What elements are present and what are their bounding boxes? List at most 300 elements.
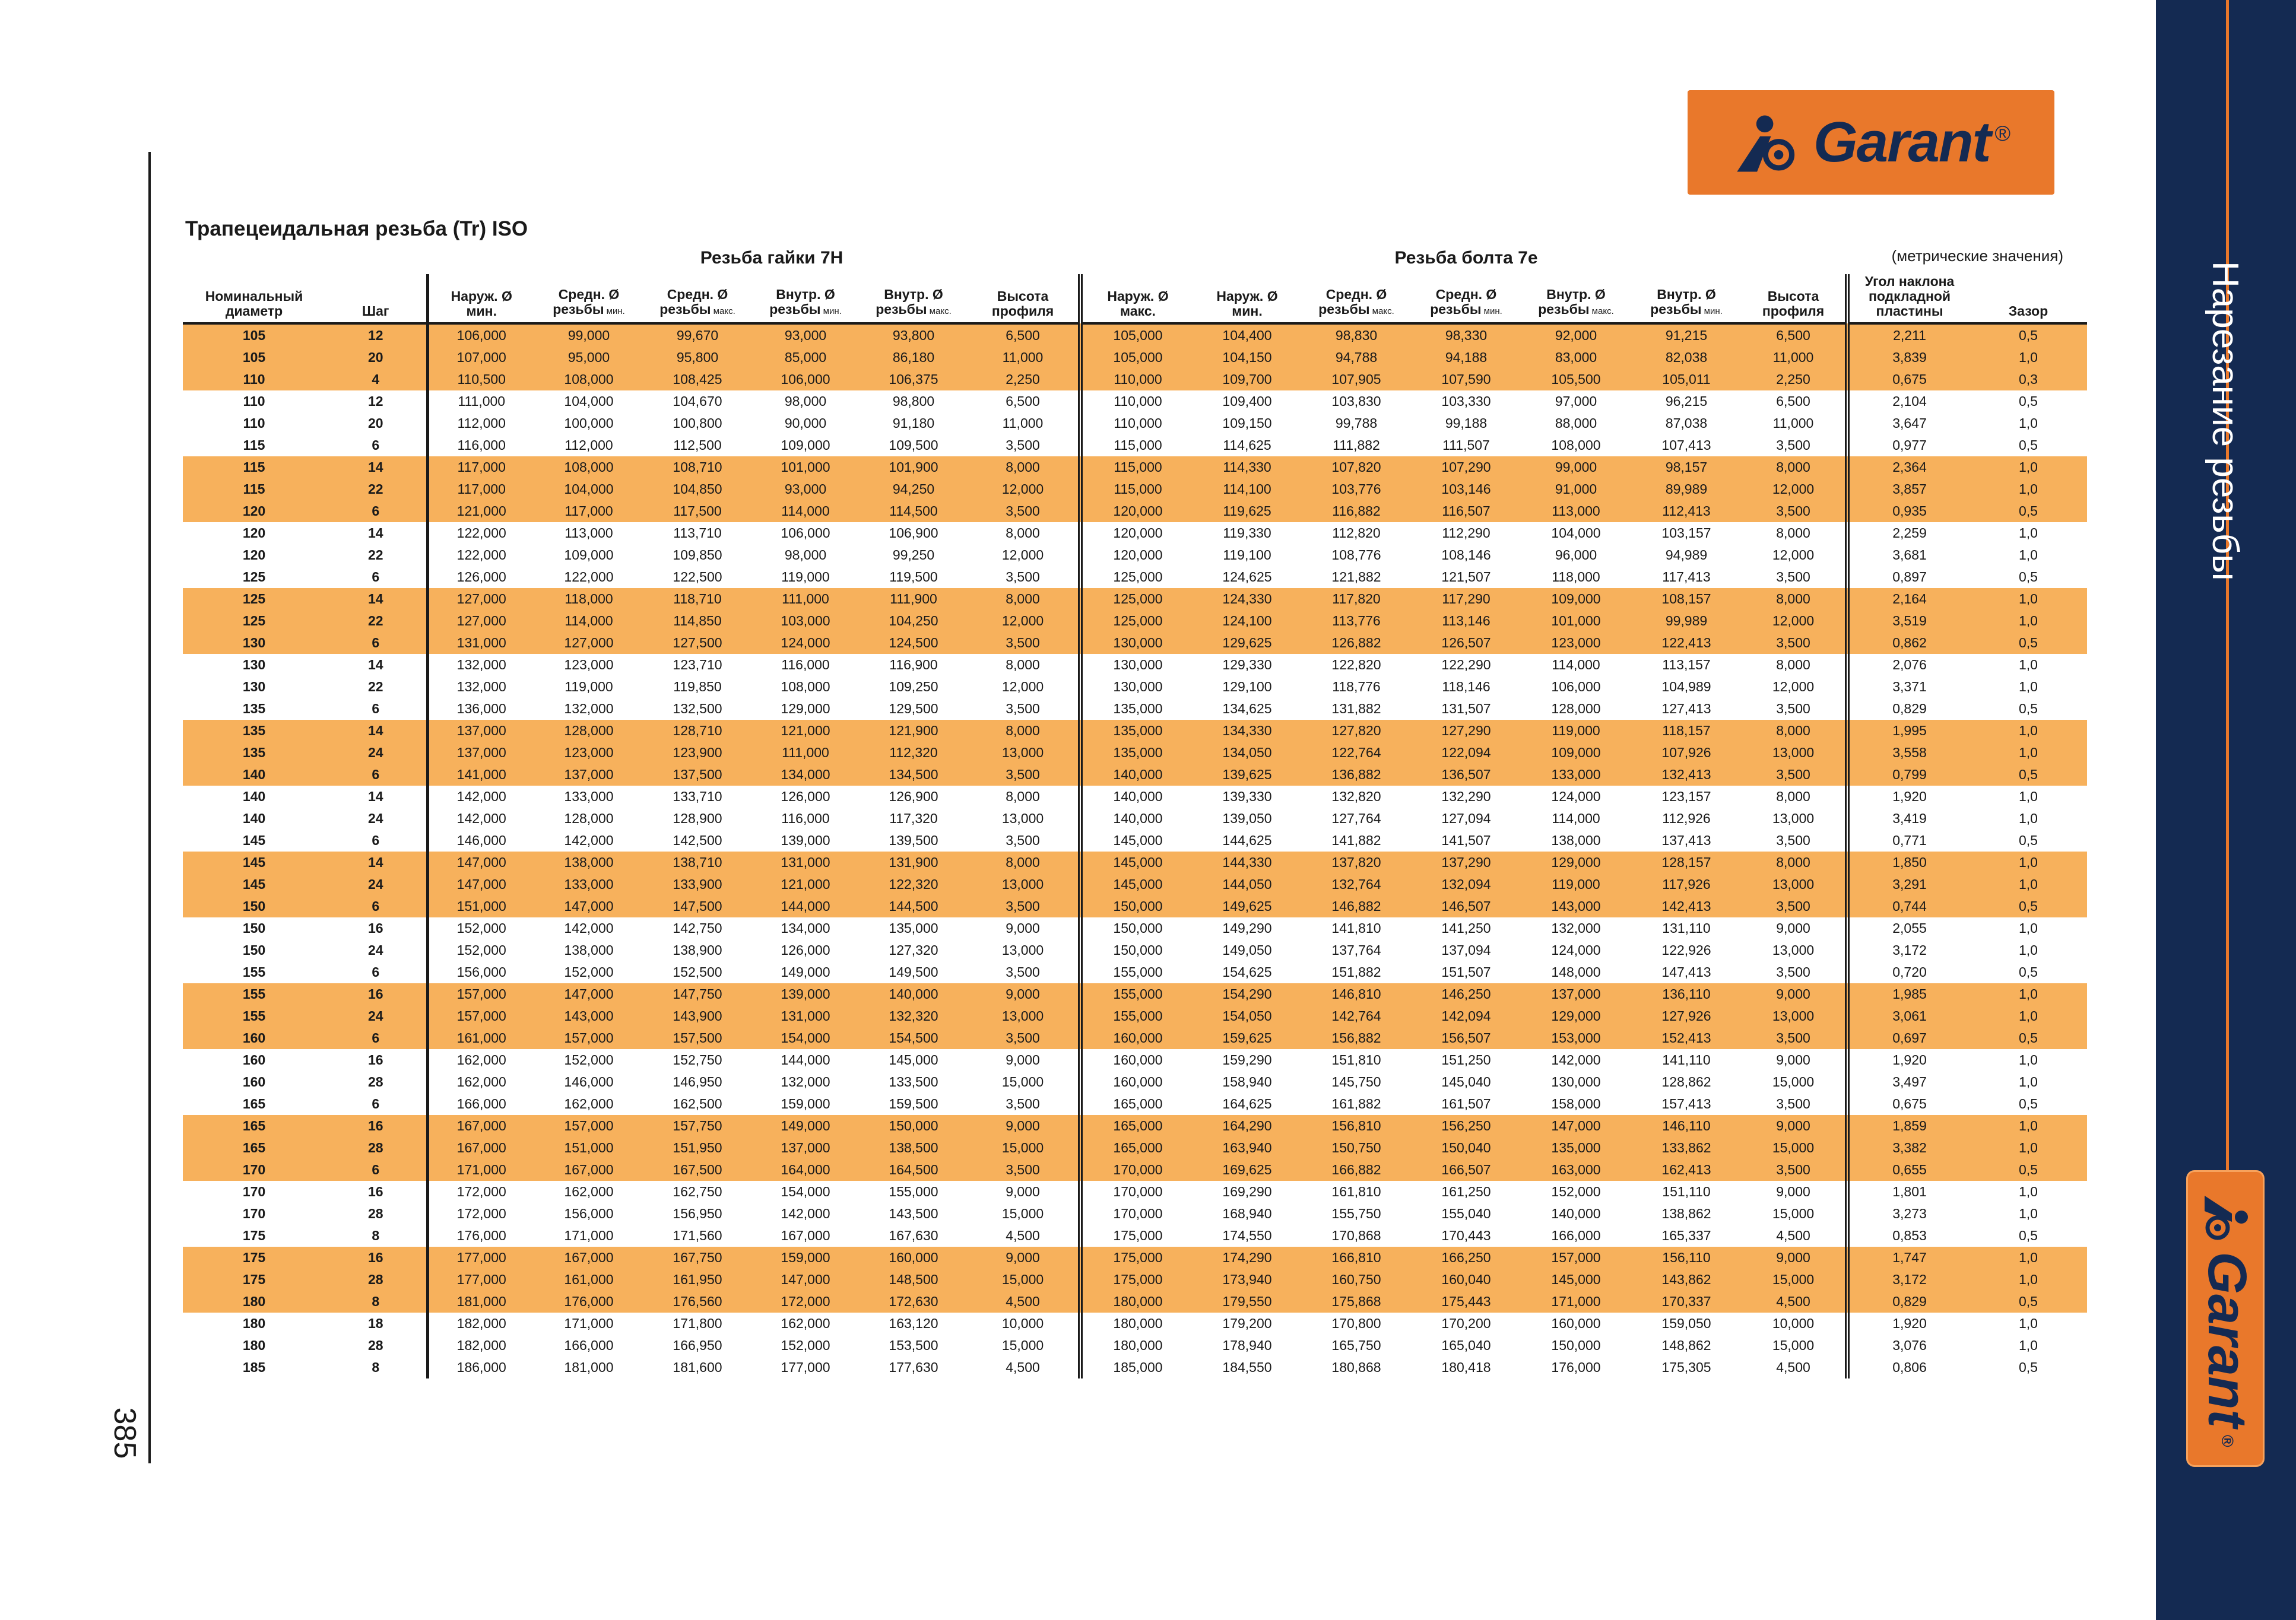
table-cell: 105 bbox=[183, 323, 325, 347]
table-cell: 1,985 bbox=[1847, 983, 1970, 1005]
table-cell: 1,0 bbox=[2019, 525, 2038, 541]
table-cell: 0,862 bbox=[1847, 632, 1970, 654]
table-cell: 150,000 bbox=[1080, 917, 1193, 939]
table-cell: 114,000 bbox=[1552, 811, 1600, 826]
table-cell: 105,011 bbox=[1631, 369, 1742, 390]
table-cell: 165,000 bbox=[1080, 1093, 1193, 1115]
table-cell: 115 bbox=[183, 456, 325, 478]
table-cell: 128,862 bbox=[1661, 1074, 1711, 1089]
table-cell: 137,500 bbox=[643, 764, 751, 786]
table-cell: 0,853 bbox=[1847, 1225, 1970, 1247]
table-cell: 1,0 bbox=[2019, 1184, 2038, 1199]
table-cell: 107,926 bbox=[1631, 742, 1742, 764]
table-cell: 161,000 bbox=[534, 1269, 643, 1291]
table-cell: 162,000 bbox=[781, 1316, 830, 1331]
table-row bbox=[183, 456, 2087, 478]
table-row bbox=[183, 1247, 2087, 1269]
table-cell: 175,443 bbox=[1412, 1291, 1521, 1313]
table-cell: 117,320 bbox=[889, 811, 938, 826]
table-cell: 118,157 bbox=[1631, 720, 1742, 742]
table-cell: 129,000 bbox=[1521, 1005, 1631, 1027]
table-cell: 145,000 bbox=[1080, 830, 1193, 852]
table-cell: 1,0 bbox=[2019, 1052, 2038, 1068]
table-cell: 139,330 bbox=[1222, 789, 1272, 804]
table-cell: 184,550 bbox=[1222, 1359, 1272, 1375]
table-cell: 90,000 bbox=[784, 415, 827, 431]
sidebar-logo-text: Garant bbox=[2197, 1251, 2258, 1428]
table-cell: 6,500 bbox=[968, 323, 1080, 347]
table-cell: 129,330 bbox=[1222, 657, 1272, 672]
table-cell: 93,000 bbox=[751, 478, 860, 500]
table-cell: 167,000 bbox=[534, 1247, 643, 1269]
table-cell: 155 bbox=[242, 964, 266, 980]
table-cell: 3,681 bbox=[1847, 544, 1970, 566]
table-row bbox=[183, 412, 2087, 434]
table-cell: 152,000 bbox=[427, 917, 534, 939]
table-cell: 120,000 bbox=[1080, 544, 1193, 566]
table-cell: 1,0 bbox=[2019, 811, 2038, 826]
table-cell: 164,000 bbox=[751, 1159, 860, 1181]
table-cell: 94,989 bbox=[1665, 547, 1708, 563]
table-cell: 143,000 bbox=[534, 1005, 643, 1027]
table-cell: 12,000 bbox=[1742, 478, 1847, 500]
logo-text: Garant bbox=[1813, 110, 1990, 174]
table-cell: 3,291 bbox=[1847, 873, 1970, 895]
table-row bbox=[183, 588, 2087, 610]
column-header-line: Средн. Ø bbox=[1325, 287, 1387, 302]
table-cell: 137,094 bbox=[1441, 942, 1491, 958]
table-cell: 108,000 bbox=[534, 369, 643, 390]
table-cell: 123,157 bbox=[1661, 789, 1711, 804]
column-header-line: резьбы bbox=[876, 301, 927, 317]
table-cell: 0,5 bbox=[1970, 1159, 2087, 1181]
table-cell: 0,977 bbox=[1847, 434, 1970, 456]
table-row bbox=[183, 1115, 2087, 1137]
table-cell: 176,000 bbox=[534, 1291, 643, 1313]
table-cell: 104,150 bbox=[1193, 347, 1301, 369]
table-cell: 3,500 bbox=[1006, 569, 1040, 585]
table-cell: 1,0 bbox=[2019, 679, 2038, 694]
table-cell: 135,000 bbox=[1080, 742, 1193, 764]
table-cell: 136,110 bbox=[1631, 983, 1742, 1005]
table-cell: 145,750 bbox=[1331, 1074, 1381, 1089]
table-cell: 131,507 bbox=[1441, 701, 1491, 716]
table-cell: 172,000 bbox=[751, 1291, 860, 1313]
table-cell: 93,000 bbox=[751, 323, 860, 347]
table-cell: 135,000 bbox=[889, 920, 938, 936]
table-cell: 98,000 bbox=[784, 393, 827, 409]
table-cell: 158,940 bbox=[1222, 1074, 1272, 1089]
column-header-line: Внутр. Ø bbox=[1546, 287, 1606, 302]
table-cell: 144,500 bbox=[860, 895, 968, 917]
table-cell: 108,000 bbox=[781, 679, 830, 694]
table-cell: 15,000 bbox=[1001, 1338, 1044, 1353]
table-cell: 126,900 bbox=[889, 789, 938, 804]
table-cell: 103,146 bbox=[1412, 478, 1521, 500]
table-cell: 138,000 bbox=[564, 942, 614, 958]
table-cell: 1,801 bbox=[1847, 1181, 1970, 1203]
table-cell: 146,882 bbox=[1301, 895, 1412, 917]
table-row bbox=[183, 522, 2087, 544]
table-cell: 1,0 bbox=[2019, 415, 2038, 431]
table-cell: 185 bbox=[242, 1359, 266, 1375]
table-cell: 4,500 bbox=[1006, 1228, 1040, 1243]
column-header bbox=[643, 274, 751, 323]
table-cell: 1,747 bbox=[1847, 1247, 1970, 1269]
table-cell: 165 bbox=[183, 1137, 325, 1159]
table-cell: 166,950 bbox=[673, 1338, 722, 1353]
table-cell: 152,000 bbox=[781, 1338, 830, 1353]
table-cell: 130 bbox=[242, 679, 266, 694]
table-cell: 109,150 bbox=[1222, 415, 1272, 431]
table-cell: 176,000 bbox=[427, 1225, 534, 1247]
table-cell: 163,000 bbox=[1521, 1159, 1631, 1181]
table-cell: 0,5 bbox=[1970, 323, 2087, 347]
table-cell: 9,000 bbox=[1742, 983, 1847, 1005]
table-cell: 156,000 bbox=[427, 961, 534, 983]
table-cell: 156,110 bbox=[1631, 1247, 1742, 1269]
table-cell: 8,000 bbox=[1742, 588, 1847, 610]
table-cell: 152,750 bbox=[673, 1052, 722, 1068]
table-cell: 8,000 bbox=[1776, 789, 1810, 804]
table-cell: 145,040 bbox=[1441, 1074, 1491, 1089]
table-cell: 1,0 bbox=[1970, 720, 2087, 742]
table-cell: 161,507 bbox=[1441, 1096, 1491, 1111]
table-cell: 9,000 bbox=[1006, 1052, 1040, 1068]
table-cell: 127,820 bbox=[1301, 720, 1412, 742]
table-cell: 166,882 bbox=[1301, 1159, 1412, 1181]
table-cell: 134,500 bbox=[860, 764, 968, 786]
table-cell: 118,146 bbox=[1442, 679, 1491, 694]
table-cell: 124,100 bbox=[1193, 610, 1301, 632]
column-header bbox=[1412, 274, 1521, 323]
table-cell: 157,000 bbox=[534, 1115, 643, 1137]
table-cell: 114,100 bbox=[1193, 478, 1301, 500]
table-cell: 28 bbox=[367, 1338, 383, 1353]
page-number: 385 bbox=[107, 1407, 142, 1459]
table-cell: 124,000 bbox=[751, 632, 860, 654]
column-header-line: Внутр. Ø bbox=[884, 287, 943, 302]
table-cell: 176,560 bbox=[643, 1291, 751, 1313]
table-row bbox=[183, 1093, 2087, 1115]
table-cell: 159,050 bbox=[1661, 1316, 1711, 1331]
table-cell: 8,000 bbox=[968, 852, 1080, 873]
column-header-line: резьбы bbox=[659, 301, 711, 317]
table-cell: 171,000 bbox=[564, 1228, 614, 1243]
table-row bbox=[183, 390, 2087, 412]
table-cell: 167,000 bbox=[427, 1137, 534, 1159]
table-cell: 117,820 bbox=[1301, 588, 1412, 610]
table-cell: 116,000 bbox=[781, 657, 830, 672]
table-cell: 109,700 bbox=[1193, 369, 1301, 390]
table-cell: 15,000 bbox=[1742, 1137, 1847, 1159]
table-cell: 160,000 bbox=[1080, 1049, 1193, 1071]
table-cell: 122,000 bbox=[564, 569, 614, 585]
thread-table bbox=[183, 274, 2087, 1378]
table-cell: 118,776 bbox=[1332, 679, 1381, 694]
table-cell: 117,000 bbox=[427, 478, 534, 500]
table-row bbox=[183, 1313, 2087, 1335]
table-cell: 170,443 bbox=[1441, 1228, 1491, 1243]
table-cell: 1,0 bbox=[1970, 1137, 2087, 1159]
table-cell: 113,710 bbox=[673, 525, 722, 541]
table-cell: 165,000 bbox=[1080, 1137, 1193, 1159]
column-header bbox=[1847, 274, 1970, 323]
table-cell: 171,800 bbox=[673, 1316, 722, 1331]
table-cell: 135,000 bbox=[1521, 1137, 1631, 1159]
table-cell: 1,920 bbox=[1847, 1313, 1970, 1335]
table-cell: 128,000 bbox=[564, 811, 614, 826]
table-cell: 132,000 bbox=[781, 1074, 830, 1089]
table-cell: 3,371 bbox=[1847, 676, 1970, 698]
table-cell: 137,000 bbox=[1521, 983, 1631, 1005]
table-cell: 165 bbox=[183, 1115, 325, 1137]
table-cell: 4,500 bbox=[1006, 1359, 1040, 1375]
table-cell: 83,000 bbox=[1521, 347, 1631, 369]
table-cell: 157,750 bbox=[643, 1115, 751, 1137]
table-cell: 182,000 bbox=[427, 1313, 534, 1335]
table-cell: 100,000 bbox=[564, 415, 614, 431]
table-cell: 168,940 bbox=[1222, 1206, 1272, 1221]
table-cell: 135,000 bbox=[1080, 698, 1193, 720]
table-cell: 112,000 bbox=[565, 437, 613, 453]
table-cell: 123,000 bbox=[564, 657, 614, 672]
table-cell: 160,000 bbox=[1080, 1071, 1193, 1093]
column-header-line: мин. bbox=[820, 306, 842, 316]
table-cell: 126,507 bbox=[1412, 632, 1521, 654]
table-cell: 157,000 bbox=[1521, 1247, 1631, 1269]
table-cell: 151,882 bbox=[1331, 964, 1381, 980]
table-cell: 143,000 bbox=[1521, 895, 1631, 917]
table-cell: 24 bbox=[325, 742, 427, 764]
table-cell: 121,000 bbox=[751, 873, 860, 895]
table-row bbox=[183, 917, 2087, 939]
table-cell: 167,000 bbox=[781, 1228, 830, 1243]
table-row bbox=[183, 939, 2087, 961]
table-cell: 137,764 bbox=[1331, 942, 1381, 958]
table-cell: 165,040 bbox=[1441, 1338, 1491, 1353]
table-cell: 104,989 bbox=[1661, 679, 1711, 694]
table-cell: 105,500 bbox=[1521, 369, 1631, 390]
column-header-line: макс. bbox=[711, 306, 735, 316]
table-cell: 161,810 bbox=[1331, 1184, 1381, 1199]
page-title: Трапецеидальная резьба (Tr) ISO bbox=[185, 217, 528, 240]
table-cell: 145,000 bbox=[889, 1052, 938, 1068]
table-cell: 162,000 bbox=[427, 1049, 534, 1071]
table-cell: 137,000 bbox=[534, 764, 643, 786]
table-cell: 1,920 bbox=[1847, 786, 1970, 808]
table-cell: 132,820 bbox=[1331, 789, 1381, 804]
table-cell: 2,250 bbox=[1742, 369, 1847, 390]
table-cell: 1,920 bbox=[1847, 1049, 1970, 1071]
table-cell: 135 bbox=[183, 742, 325, 764]
table-cell: 147,500 bbox=[643, 895, 751, 917]
table-cell: 15,000 bbox=[1772, 1074, 1815, 1089]
table-cell: 128,900 bbox=[673, 811, 722, 826]
table-row bbox=[183, 961, 2087, 983]
table-cell: 15,000 bbox=[968, 1137, 1080, 1159]
table-cell: 94,788 bbox=[1301, 347, 1412, 369]
table-cell: 181,000 bbox=[427, 1291, 534, 1313]
table-cell: 124,625 bbox=[1222, 569, 1272, 585]
table-cell: 114,330 bbox=[1193, 456, 1301, 478]
table-cell: 3,500 bbox=[1742, 500, 1847, 522]
column-header-line: Зазор bbox=[2008, 303, 2048, 319]
table-cell: 3,500 bbox=[968, 895, 1080, 917]
table-cell: 127,000 bbox=[427, 610, 534, 632]
table-cell: 85,000 bbox=[751, 347, 860, 369]
table-cell: 114,625 bbox=[1223, 437, 1271, 453]
table-cell: 126,882 bbox=[1301, 632, 1412, 654]
table-cell: 110 bbox=[243, 393, 265, 409]
table-cell: 3,500 bbox=[1006, 437, 1040, 453]
table-cell: 142,000 bbox=[564, 833, 614, 848]
table-row bbox=[183, 764, 2087, 786]
table-cell: 15,000 bbox=[1772, 1338, 1815, 1353]
table-cell: 151,810 bbox=[1331, 1052, 1381, 1068]
table-cell: 134,050 bbox=[1193, 742, 1301, 764]
table-row bbox=[183, 369, 2087, 390]
table-cell: 179,550 bbox=[1193, 1291, 1301, 1313]
table-cell: 6 bbox=[372, 569, 380, 585]
table-cell: 94,188 bbox=[1412, 347, 1521, 369]
table-cell: 8,000 bbox=[1006, 789, 1040, 804]
table-cell: 111,000 bbox=[427, 390, 534, 412]
table-cell: 1,0 bbox=[2019, 1206, 2038, 1221]
table-cell: 1,859 bbox=[1847, 1115, 1970, 1137]
table-cell: 161,000 bbox=[427, 1027, 534, 1049]
table-row bbox=[183, 1181, 2087, 1203]
table-cell: 1,0 bbox=[1970, 1269, 2087, 1291]
table-cell: 131,110 bbox=[1662, 920, 1711, 936]
table-cell: 92,000 bbox=[1521, 323, 1631, 347]
table-cell: 3,500 bbox=[968, 1159, 1080, 1181]
table-cell: 6 bbox=[325, 764, 427, 786]
table-cell: 181,000 bbox=[564, 1359, 614, 1375]
table-cell: 3,500 bbox=[1006, 833, 1040, 848]
column-header-line: Внутр. Ø bbox=[1657, 287, 1716, 302]
table-cell: 142,000 bbox=[427, 808, 534, 830]
table-cell: 164,290 bbox=[1193, 1115, 1301, 1137]
table-cell: 3,500 bbox=[1742, 895, 1847, 917]
table-cell: 1,0 bbox=[2019, 1316, 2038, 1331]
table-cell: 122,000 bbox=[427, 544, 534, 566]
table-cell: 1,0 bbox=[1970, 742, 2087, 764]
table-cell: 134,000 bbox=[781, 920, 830, 936]
table-cell: 133,000 bbox=[1521, 764, 1631, 786]
table-cell: 151,110 bbox=[1662, 1184, 1711, 1199]
table-cell: 6,500 bbox=[1742, 323, 1847, 347]
table-cell: 116,900 bbox=[889, 657, 938, 672]
table-cell: 180,868 bbox=[1331, 1359, 1381, 1375]
table-cell: 129,100 bbox=[1222, 679, 1272, 694]
table-cell: 1,0 bbox=[2019, 1074, 2038, 1089]
table-cell: 141,810 bbox=[1331, 920, 1381, 936]
table-cell: 115,000 bbox=[1080, 456, 1193, 478]
table-cell: 16 bbox=[367, 1052, 383, 1068]
table-cell: 145,000 bbox=[1080, 873, 1193, 895]
table-cell: 151,250 bbox=[1441, 1052, 1491, 1068]
table-cell: 123,900 bbox=[643, 742, 751, 764]
table-cell: 13,000 bbox=[1742, 742, 1847, 764]
table-cell: 155 bbox=[183, 1005, 325, 1027]
table-cell: 175 bbox=[183, 1247, 325, 1269]
table-cell: 160 bbox=[242, 1074, 266, 1089]
table-cell: 127,094 bbox=[1441, 811, 1491, 826]
table-cell: 3,500 bbox=[1742, 1159, 1847, 1181]
table-cell: 178,940 bbox=[1222, 1338, 1272, 1353]
table-cell: 148,500 bbox=[860, 1269, 968, 1291]
table-cell: 157,000 bbox=[427, 983, 534, 1005]
sidebar-accent-stripe bbox=[2226, 0, 2229, 1181]
table-cell: 155 bbox=[183, 983, 325, 1005]
table-cell: 147,000 bbox=[427, 873, 534, 895]
table-cell: 105,000 bbox=[1080, 347, 1193, 369]
table-cell: 136,507 bbox=[1412, 764, 1521, 786]
table-cell: 1,0 bbox=[1970, 456, 2087, 478]
table-cell: 108,146 bbox=[1441, 547, 1491, 563]
table-cell: 3,857 bbox=[1847, 478, 1970, 500]
table-cell: 120 bbox=[242, 547, 266, 563]
table-cell: 4,500 bbox=[1776, 1359, 1810, 1375]
table-cell: 0,5 bbox=[1970, 764, 2087, 786]
table-cell: 125,000 bbox=[1080, 566, 1193, 588]
section-title: Нарезание резьбы bbox=[2205, 261, 2246, 581]
table-cell: 160,000 bbox=[1551, 1316, 1601, 1331]
table-cell: 93,800 bbox=[860, 323, 968, 347]
table-cell: 147,000 bbox=[534, 895, 643, 917]
table-cell: 11,000 bbox=[968, 347, 1080, 369]
table-row bbox=[183, 873, 2087, 895]
table-cell: 3,172 bbox=[1847, 939, 1970, 961]
table-cell: 112,000 bbox=[427, 412, 534, 434]
table-cell: 150,000 bbox=[860, 1115, 968, 1137]
table-cell: 155,000 bbox=[1080, 983, 1193, 1005]
table-cell: 120 bbox=[183, 500, 325, 522]
table-cell: 121,900 bbox=[860, 720, 968, 742]
table-cell: 171,000 bbox=[1521, 1291, 1631, 1313]
table-cell: 156,810 bbox=[1301, 1115, 1412, 1137]
table-cell: 6 bbox=[372, 964, 380, 980]
table-cell: 107,820 bbox=[1301, 456, 1412, 478]
table-cell: 161,250 bbox=[1441, 1184, 1491, 1199]
table-cell: 107,290 bbox=[1412, 456, 1521, 478]
table-cell: 120,000 bbox=[1080, 500, 1193, 522]
table-cell: 99,788 bbox=[1335, 415, 1378, 431]
table-cell: 119,000 bbox=[1521, 873, 1631, 895]
table-cell: 1,0 bbox=[2019, 657, 2038, 672]
table-cell: 3,061 bbox=[1847, 1005, 1970, 1027]
table-cell: 103,830 bbox=[1331, 393, 1381, 409]
table-cell: 160 bbox=[183, 1027, 325, 1049]
table-cell: 167,000 bbox=[534, 1159, 643, 1181]
table-cell: 14 bbox=[325, 852, 427, 873]
table-cell: 22 bbox=[325, 610, 427, 632]
column-header-line: Шаг bbox=[362, 303, 389, 319]
table-cell: 82,038 bbox=[1631, 347, 1742, 369]
table-cell: 89,989 bbox=[1631, 478, 1742, 500]
table-cell: 2,164 bbox=[1847, 588, 1970, 610]
table-cell: 151,000 bbox=[427, 895, 534, 917]
table-cell: 153,500 bbox=[889, 1338, 938, 1353]
table-cell: 0,935 bbox=[1847, 500, 1970, 522]
table-cell: 112,500 bbox=[673, 437, 722, 453]
table-cell: 8,000 bbox=[968, 588, 1080, 610]
table-cell: 110,000 bbox=[1080, 390, 1193, 412]
table-cell: 3,382 bbox=[1847, 1137, 1970, 1159]
table-cell: 11,000 bbox=[1002, 415, 1044, 431]
table-cell: 150 bbox=[183, 895, 325, 917]
